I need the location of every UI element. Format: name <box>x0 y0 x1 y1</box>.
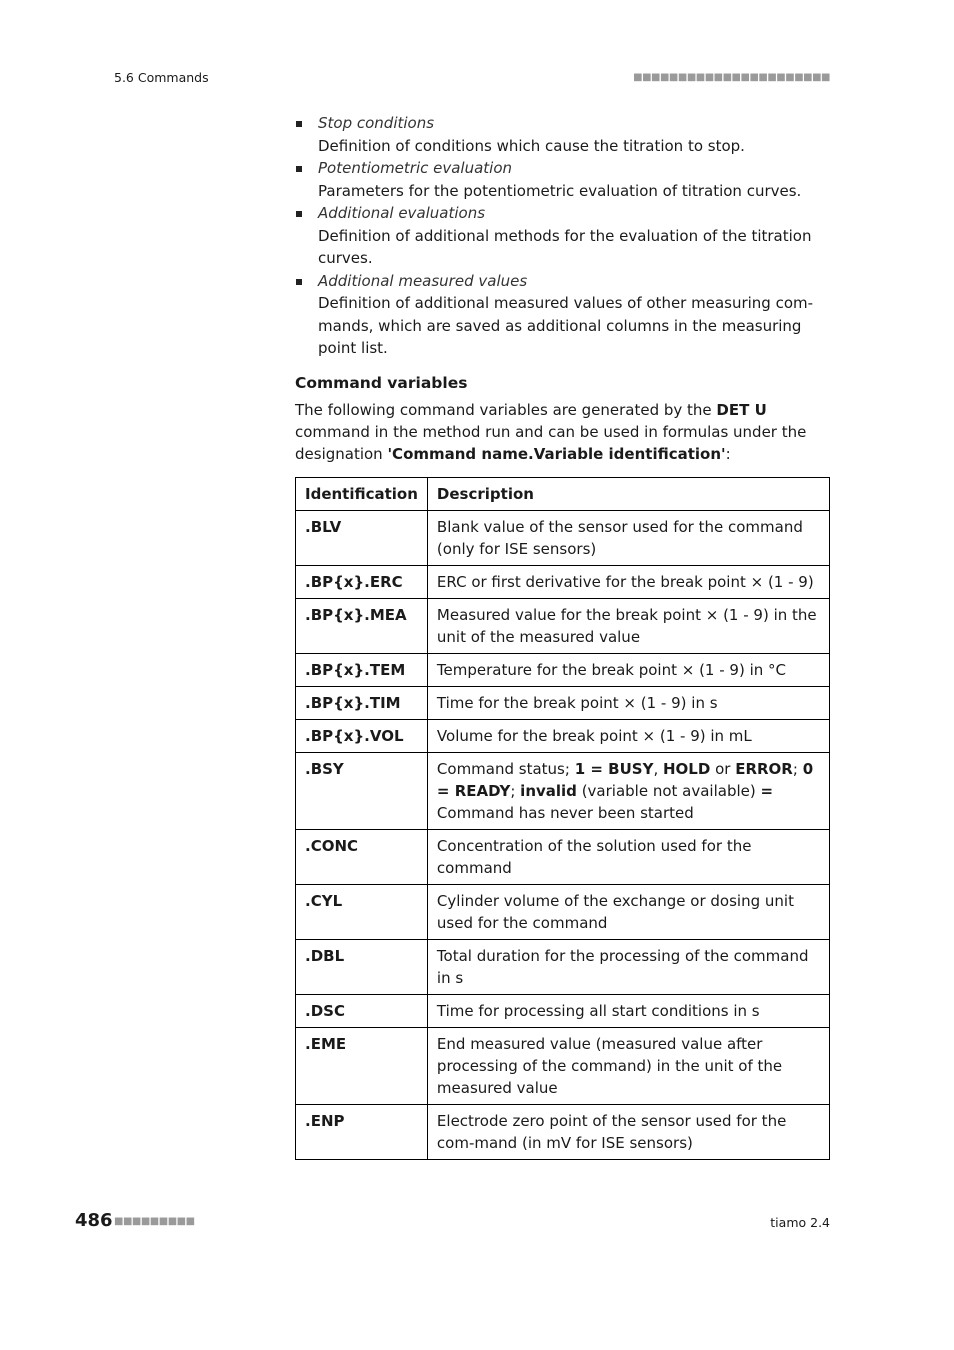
desc-text: ; <box>792 759 803 778</box>
bullet-description: Definition of additional measured values of other measuring com-mands, which are saved as additional columns in the measuring point list. <box>318 294 814 357</box>
intro-text: : <box>725 444 731 463</box>
desc-text: ; <box>510 781 521 800</box>
list-item <box>295 157 830 202</box>
designation-text: 'Command name.Variable identification' <box>387 444 726 463</box>
list-item <box>295 270 830 360</box>
variable-description: Concentration of the solution used for the command <box>427 829 829 884</box>
desc-bold: 1 = BUSY <box>574 759 654 778</box>
variable-description: Measured value for the break point × (1 - 9) in the unit of the measured value <box>427 598 829 653</box>
bullet-title: Additional evaluations <box>318 204 486 222</box>
column-header-description: Description <box>427 477 829 510</box>
variable-description: Temperature for the break point × (1 - 9) in °C <box>427 653 829 686</box>
desc-bold: HOLD <box>662 759 711 778</box>
table-row <box>296 653 830 686</box>
variable-id: .BP{x}.MEA <box>296 598 428 653</box>
variable-id: .BSY <box>296 752 428 829</box>
table-row <box>296 752 830 829</box>
list-item <box>295 202 830 270</box>
variable-id: .BP{x}.VOL <box>296 719 428 752</box>
variable-description: ERC or first derivative for the break point × (1 - 9) <box>427 565 829 598</box>
variable-id: .DSC <box>296 994 428 1027</box>
table-row <box>296 565 830 598</box>
table-row <box>296 884 830 939</box>
variable-id: .BP{x}.TIM <box>296 686 428 719</box>
variable-description: Volume for the break point × (1 - 9) in mL <box>427 719 829 752</box>
variable-id: .CONC <box>296 829 428 884</box>
variable-id: .EME <box>296 1027 428 1104</box>
table-row <box>296 1104 830 1159</box>
column-header-identification: Identification <box>296 477 428 510</box>
variable-id: .BP{x}.ERC <box>296 565 428 598</box>
table-row <box>296 829 830 884</box>
header-decoration: ■■■■■■■■■■■■■■■■■■■■■■ <box>633 72 830 83</box>
desc-bold: = <box>760 781 774 800</box>
bullet-title: Additional measured values <box>318 271 528 290</box>
page-number: 486 <box>75 1210 113 1231</box>
bullet-description: Definition of conditions which cause the titration to stop. <box>318 136 745 155</box>
table-row <box>296 686 830 719</box>
desc-bold: 0 = READY <box>436 759 814 800</box>
variable-id: .DBL <box>296 939 428 994</box>
desc-text: , <box>653 759 663 778</box>
variable-description: Electrode zero point of the sensor used for the com-mand (in mV for ISE sensors) <box>427 1104 829 1159</box>
desc-text: (variable not available) <box>576 781 761 800</box>
bullet-title: Stop conditions <box>318 114 435 132</box>
table-row <box>296 510 830 565</box>
intro-text: The following command variables are generated by the <box>295 400 717 419</box>
variable-id: .CYL <box>296 884 428 939</box>
list-item <box>295 112 830 157</box>
variable-description: Time for the break point × (1 - 9) in s <box>427 686 829 719</box>
variable-description: Total duration for the processing of the command in s <box>427 939 829 994</box>
variable-description: Cylinder volume of the exchange or dosing unit used for the command <box>427 884 829 939</box>
command-name: DET U <box>716 400 767 419</box>
variable-description: Time for processing all start conditions in s <box>427 994 829 1027</box>
section-heading: Command variables <box>295 373 468 392</box>
table-header-row <box>296 477 830 510</box>
table-row <box>296 939 830 994</box>
command-variables-table <box>295 477 830 1160</box>
desc-bold: invalid <box>520 781 577 800</box>
table-row <box>296 1027 830 1104</box>
bullet-description: Parameters for the potentiometric evaluation of titration curves. <box>318 181 802 200</box>
variable-id: .ENP <box>296 1104 428 1159</box>
table-row <box>296 994 830 1027</box>
table-row <box>296 719 830 752</box>
desc-bold: ERROR <box>735 759 793 778</box>
variable-id: .BLV <box>296 510 428 565</box>
variable-id: .BP{x}.TEM <box>296 653 428 686</box>
product-name: tiamo 2.4 <box>770 1215 830 1230</box>
bullet-description: Definition of additional methods for the evaluation of the titration curves. <box>318 226 812 267</box>
variable-description <box>427 752 829 829</box>
variable-description: Blank value of the sensor used for the command (only for ISE sensors) <box>427 510 829 565</box>
bullet-list <box>295 112 830 360</box>
desc-text: Command has never been started <box>436 803 694 822</box>
table-row <box>296 598 830 653</box>
variable-description: End measured value (measured value after processing of the command) in the unit of the measured value <box>427 1027 829 1104</box>
bullet-title: Potentiometric evaluation <box>318 159 513 177</box>
intro-text: command in the method run and can be used in formulas under the designation <box>295 422 807 463</box>
desc-text: or <box>710 759 736 778</box>
running-header-section: 5.6 Commands <box>114 70 209 85</box>
desc-text: Command status; <box>436 759 575 778</box>
intro-paragraph <box>295 399 830 465</box>
footer-decoration: ■■■■■■■■■ <box>114 1216 195 1227</box>
main-content <box>295 112 830 1160</box>
